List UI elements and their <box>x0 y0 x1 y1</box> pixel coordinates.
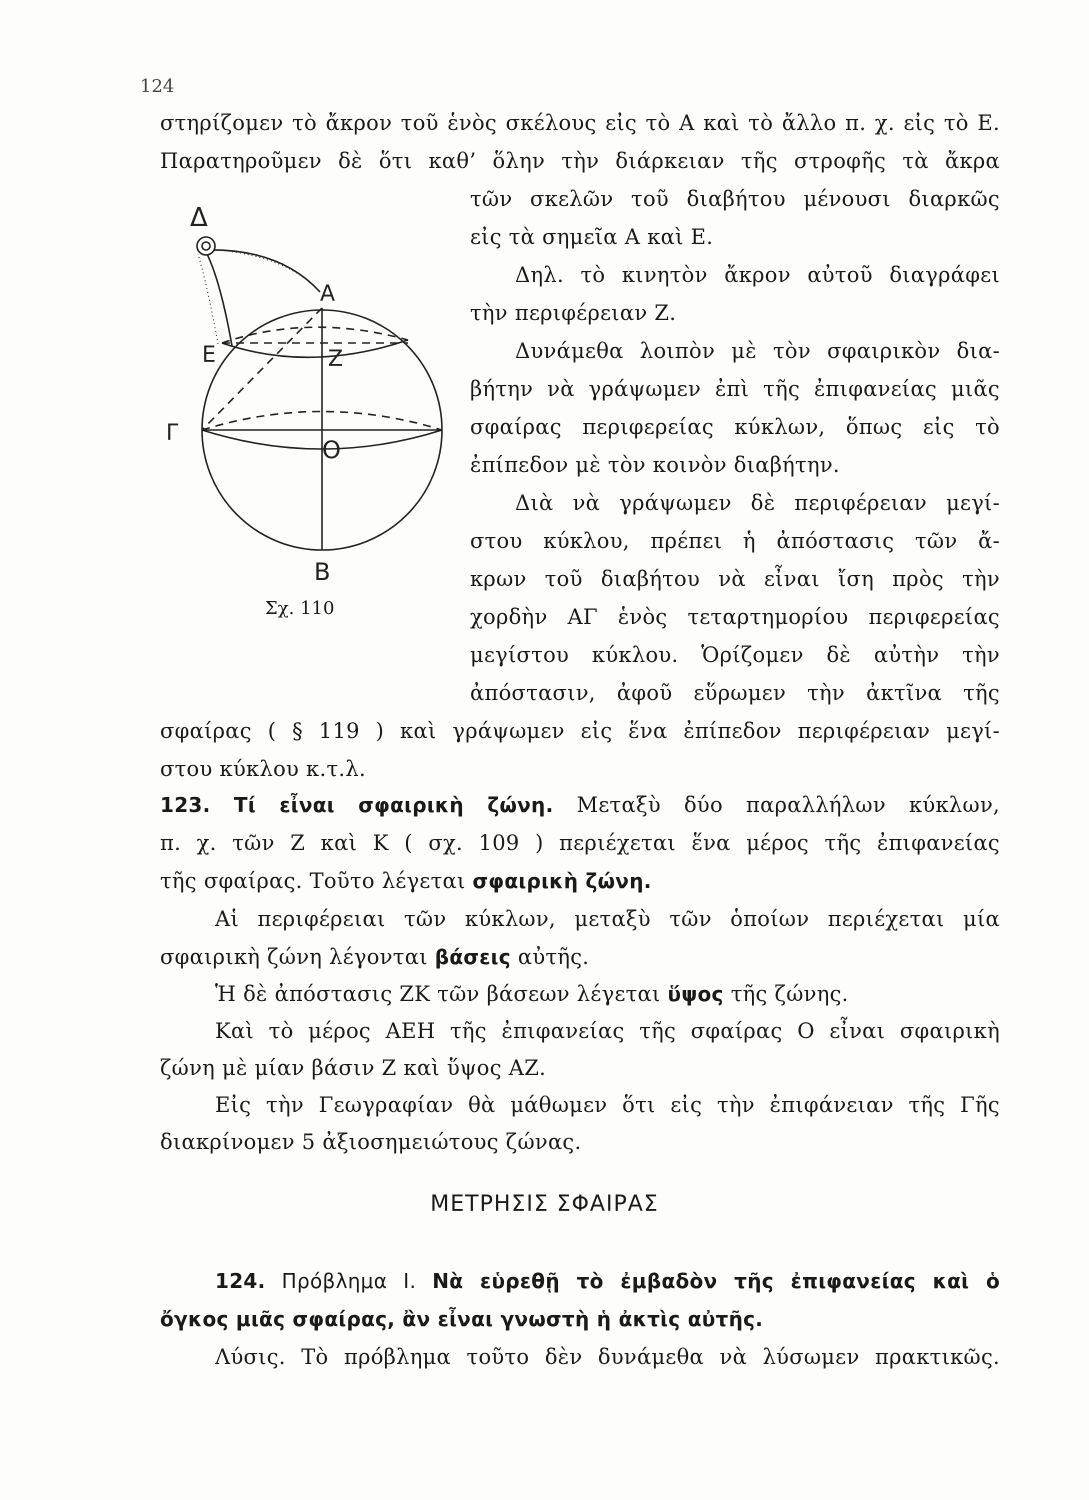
bold-text: ὄγκος μιᾶς σφαίρας, ἂν εἶναι γνωστὴ ἡ ἀκτὶς αὐτῆς. <box>160 1307 764 1331</box>
text-line <box>160 718 1000 744</box>
text-segment: Καὶ τὸ μέρος ΑΕΗ τῆς ἐπιφανείας τῆς σφαίρας Ο εἶναι σφαιρικὴ <box>215 1019 1000 1043</box>
sphere-compass-figure <box>160 168 460 608</box>
text-segment: Εἰς τὴν Γεωγραφίαν θὰ μάθωμεν ὅτι εἰς τὴν ἐπιφάνειαν τῆς Γῆς <box>215 1093 1000 1117</box>
text-line <box>160 110 1000 136</box>
text-segment: διακρίνομεν 5 ἀξιοσημειώτους ζώνας. <box>160 1130 582 1154</box>
text-line <box>470 642 1000 668</box>
bold-text: βάσεις <box>434 945 511 969</box>
text-line <box>160 1306 763 1332</box>
text-segment: στου κύκλου κ.τ.λ. <box>160 757 366 781</box>
text-line <box>515 490 1000 516</box>
text-segment: Μεταξὺ δύο παραλλήλων κύκλων, <box>553 793 1000 817</box>
text-segment: Δηλ. τὸ κινητὸν ἄκρον αὐτοῦ διαγράφει <box>515 263 1000 287</box>
text-line <box>215 906 1000 932</box>
text-segment: Δυνάμεθα λοιπὸν μὲ τὸν σφαιρικὸν δια- <box>515 339 1000 363</box>
figure-caption: Σχ. 110 <box>265 598 335 619</box>
text-segment: σφαίρας περιφερείας κύκλων, ὅπως εἰς τὸ <box>470 415 1000 439</box>
text-line <box>470 414 1000 440</box>
text-line <box>160 148 1000 174</box>
text-line <box>160 944 589 970</box>
text-segment: κρων τοῦ διαβήτου νὰ εἶναι ἴση πρὸς τὴν <box>470 567 1000 591</box>
text-line <box>470 528 1000 554</box>
page-number: 124 <box>140 76 175 97</box>
text-segment: βήτην νὰ γράψωμεν ἐπὶ τῆς ἐπιφανείας μιᾶς <box>470 377 1000 401</box>
text-line <box>470 452 840 478</box>
text-segment: Λύσις. Τὸ πρόβλημα τοῦτο δὲν δυνάμεθα νὰ λύσωμεν πρακτικῶς. <box>215 1345 1000 1369</box>
text-segment: Παρατηροῦμεν δὲ ὅτι καθ’ ὅλην τὴν διάρκειαν τῆς στροφῆς τὰ ἄκρα <box>160 149 1000 173</box>
text-segment: π. χ. τῶν Ζ καὶ Κ ( σχ. 109 ) περιέχεται ἕνα μέρος τῆς ἐπιφανείας <box>160 831 1000 855</box>
text-segment: αὐτῆς. <box>510 945 590 969</box>
text-line <box>160 1055 546 1081</box>
text-line <box>215 981 849 1007</box>
text-segment: σφαιρικὴ ζώνη λέγονται <box>160 945 435 969</box>
text-segment: ἀπόστασιν, ἀφοῦ εὕρωμεν τὴν ἀκτῖνα τῆς <box>470 681 1000 705</box>
text-segment: ἐπίπεδον μὲ τὸν κοινὸν διαβήτην. <box>470 453 840 477</box>
text-line <box>160 830 1000 856</box>
label-delta: Δ <box>190 203 208 233</box>
text-segment: μεγίστου κύκλου. Ὁρίζομεν δὲ αὐτὴν τὴν <box>470 643 1000 667</box>
text-segment: τῶν σκελῶν τοῦ διαβήτου μένουσι διαρκῶς <box>470 187 1000 211</box>
text-line <box>160 792 1000 818</box>
text-segment: ζώνη μὲ μίαν βάσιν Ζ καὶ ὕψος ΑΖ. <box>160 1056 547 1080</box>
section-heading: ΜΕΤΡΗΣΙΣ ΣΦΑΙΡΑΣ <box>430 1192 659 1217</box>
text-line <box>160 1129 581 1155</box>
bold-text: ὕψος <box>667 982 724 1006</box>
text-line <box>470 300 676 326</box>
text-line <box>470 376 1000 402</box>
text-segment: σφαίρας ( § 119 ) καὶ γράψωμεν εἰς ἕνα ἐπίπεδον περιφέρειαν μεγί- <box>160 719 1000 743</box>
text-segment: Πρόβλημα Ι. <box>265 1269 433 1293</box>
text-segment: Διὰ νὰ γράψωμεν δὲ περιφέρειαν μεγί- <box>515 491 1000 515</box>
text-line <box>470 566 1000 592</box>
bold-text: 124. <box>215 1269 266 1293</box>
label-omicron: Ο <box>322 436 341 464</box>
label-alpha: Α <box>320 282 336 307</box>
text-segment: τὴν περιφέρειαν Ζ. <box>470 301 677 325</box>
text-line <box>215 1018 1000 1044</box>
bold-text: Νὰ εὑρεθῇ τὸ ἐμβαδὸν τῆς ἐπιφανείας καὶ ὁ <box>432 1269 1000 1293</box>
text-line <box>470 680 1000 706</box>
text-segment: Αἱ περιφέρειαι τῶν κύκλων, μεταξὺ τῶν ὁποίων περιέχεται μία <box>215 907 1000 931</box>
text-line <box>515 262 1000 288</box>
bold-text: 123. Τί εἶναι σφαιρικὴ ζώνη. <box>160 793 554 817</box>
text-segment: χορδὴν ΑΓ ἑνὸς τεταρτημορίου περιφερείας <box>470 605 1000 629</box>
text-segment: εἰς τὰ σημεῖα Α καὶ Ε. <box>470 225 714 249</box>
text-segment: Ἡ δὲ ἀπόστασις ΖΚ τῶν βάσεων λέγεται <box>215 982 668 1006</box>
text-line <box>470 224 713 250</box>
text-line <box>215 1344 1000 1370</box>
text-line <box>470 186 1000 212</box>
text-line <box>515 338 1000 364</box>
text-line <box>160 756 366 782</box>
text-line <box>160 868 652 894</box>
text-line <box>215 1268 1000 1294</box>
bold-text: σφαιρικὴ ζώνη. <box>472 869 652 893</box>
label-beta: Β <box>314 558 331 586</box>
text-segment: στου κύκλου, πρέπει ἡ ἀπόστασις τῶν ἄ- <box>470 529 1000 553</box>
label-zeta: Ζ <box>328 347 344 372</box>
text-segment: τῆς ζώνης. <box>723 982 849 1006</box>
label-epsilon: Ε <box>202 343 216 368</box>
label-gamma: Γ <box>166 421 179 446</box>
text-line <box>470 604 1000 630</box>
text-line <box>215 1092 1000 1118</box>
text-segment: στηρίζομεν τὸ ἄκρον τοῦ ἑνὸς σκέλους εἰς τὸ Α καὶ τὸ ἄλλο π. χ. εἰς τὸ Ε. <box>160 111 1000 135</box>
text-segment: τῆς σφαίρας. Τοῦτο λέγεται <box>160 869 473 893</box>
